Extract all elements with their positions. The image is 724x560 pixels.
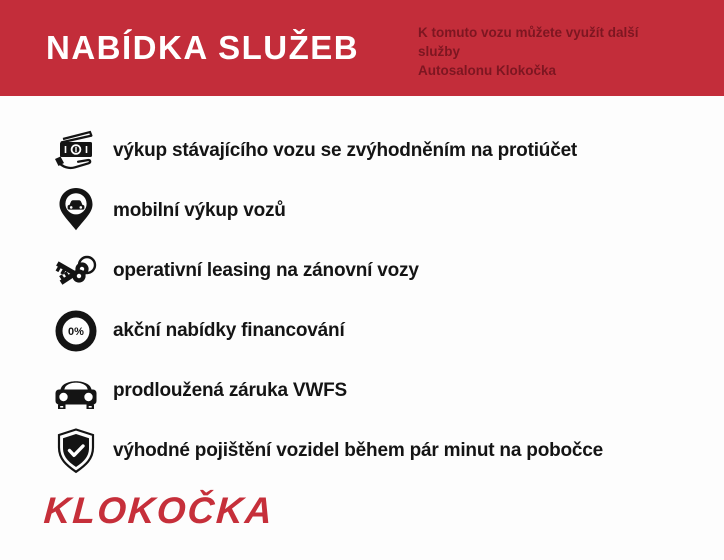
car-keys-icon bbox=[52, 245, 100, 297]
header-subtitle-line1: K tomuto vozu můžete využít další služby bbox=[418, 24, 639, 59]
page-title: NABÍDKA SLUŽEB bbox=[46, 29, 360, 66]
service-item-insurance bbox=[0, 421, 724, 481]
service-label: výkup stávajícího vozu se zvýhodněním na protiúčet bbox=[113, 140, 578, 161]
zero-percent-icon bbox=[52, 305, 100, 357]
service-item-trade-in bbox=[0, 121, 724, 181]
services-list bbox=[0, 121, 724, 481]
header-subtitle-line2: Autosalonu Klokočka bbox=[418, 62, 557, 78]
klokocka-logo: KLOKOČKA bbox=[42, 490, 276, 531]
map-pin-car-icon bbox=[52, 185, 100, 237]
service-label: prodloužená záruka VWFS bbox=[113, 380, 347, 401]
car-icon bbox=[52, 365, 100, 417]
service-label: mobilní výkup vozů bbox=[113, 200, 286, 221]
header-subtitle bbox=[418, 23, 670, 80]
service-item-mobile-buyout bbox=[0, 181, 724, 241]
shield-check-icon bbox=[52, 425, 100, 477]
zero-percent-text: 0% bbox=[68, 326, 84, 338]
header-banner bbox=[0, 0, 724, 96]
service-item-leasing bbox=[0, 241, 724, 301]
service-label: operativní leasing na zánovní vozy bbox=[113, 260, 419, 281]
service-label: výhodné pojištění vozidel během pár minut na pobočce bbox=[113, 440, 604, 461]
service-item-financing bbox=[0, 301, 724, 361]
cash-in-hand-icon bbox=[52, 125, 100, 177]
service-item-warranty bbox=[0, 361, 724, 421]
service-label: akční nabídky financování bbox=[113, 320, 345, 341]
